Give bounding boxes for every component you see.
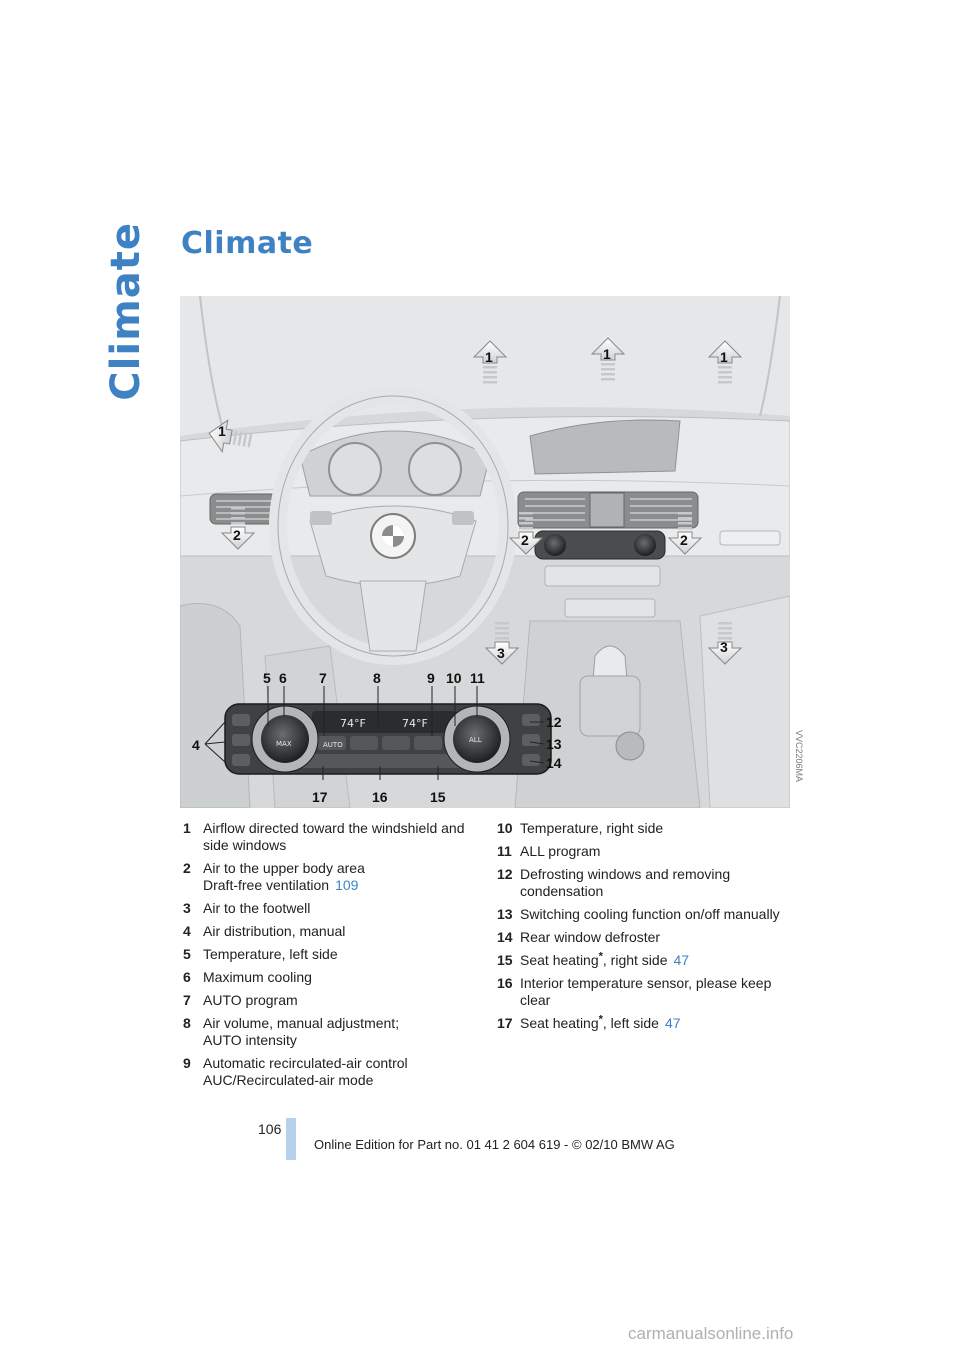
callout-3: 3 xyxy=(497,645,505,661)
side-tab-section-title: Climate xyxy=(103,222,149,401)
legend-text: Air to the footwell xyxy=(203,900,311,916)
legend-number: 6 xyxy=(183,969,191,985)
callout-10: 10 xyxy=(446,670,462,686)
legend-text: , left side xyxy=(602,1015,659,1031)
legend-text: Air to the upper body area xyxy=(203,860,365,876)
legend-text: Maximum cooling xyxy=(203,969,312,985)
callout-16: 16 xyxy=(372,789,388,805)
legend-number: 10 xyxy=(497,820,513,836)
legend-number: 8 xyxy=(183,1015,191,1031)
legend-item xyxy=(497,866,797,900)
legend-item xyxy=(183,923,483,940)
callout-14: 14 xyxy=(546,755,562,771)
callout-5: 5 xyxy=(263,670,271,686)
legend-item xyxy=(497,952,797,969)
legend-number: 16 xyxy=(497,975,513,991)
legend-item xyxy=(183,900,483,917)
legend-item xyxy=(183,946,483,963)
legend-number: 12 xyxy=(497,866,513,882)
panel-all-label: ALL xyxy=(469,736,482,744)
legend-item xyxy=(183,860,483,894)
legend-item xyxy=(497,1015,797,1032)
legend-number: 9 xyxy=(183,1055,191,1071)
legend-text: , right side xyxy=(602,952,668,968)
legend-item xyxy=(183,992,483,1009)
callout-2: 2 xyxy=(521,532,529,548)
legend-number: 15 xyxy=(497,952,513,968)
legend-text: ALL program xyxy=(520,843,601,859)
page-number: 106 xyxy=(258,1121,282,1137)
legend-item xyxy=(497,975,797,1009)
legend-text: Interior temperature sensor, please keep xyxy=(520,975,772,991)
optional-equipment-star: * xyxy=(598,1013,603,1026)
legend-text: Automatic recirculated-air control xyxy=(203,1055,408,1071)
legend-text: Seat heating xyxy=(520,952,599,968)
legend-number: 13 xyxy=(497,906,513,922)
callout-1: 1 xyxy=(603,346,611,362)
legend-number: 7 xyxy=(183,992,191,1008)
legend-text: Seat heating xyxy=(520,1015,599,1031)
callout-11: 11 xyxy=(470,670,485,686)
legend-number: 1 xyxy=(183,820,191,836)
callout-1: 1 xyxy=(485,349,493,365)
optional-equipment-star: * xyxy=(598,950,603,963)
legend-text: condensation xyxy=(520,883,604,899)
callout-2: 2 xyxy=(680,532,688,548)
legend-text: AUC/Recirculated-air mode xyxy=(203,1072,374,1088)
callout-9: 9 xyxy=(427,670,435,686)
legend-item xyxy=(183,969,483,986)
legend-text: Defrosting windows and removing xyxy=(520,866,731,882)
legend-text: Rear window defroster xyxy=(520,929,661,945)
panel-max-label: MAX xyxy=(276,740,292,748)
legend-text: side windows xyxy=(203,837,287,853)
legend-text: Air volume, manual adjustment; xyxy=(203,1015,400,1031)
legend-right-column xyxy=(497,820,797,1038)
footer-accent-bar xyxy=(286,1118,296,1160)
callout-13: 13 xyxy=(546,736,562,752)
legend-item xyxy=(183,820,483,854)
legend-text: AUTO intensity xyxy=(203,1032,297,1048)
legend-text: clear xyxy=(520,992,551,1008)
callout-15: 15 xyxy=(430,789,446,805)
climate-controls-illustration xyxy=(180,296,790,808)
page-ref-link[interactable]: 47 xyxy=(664,1015,681,1031)
legend-number: 3 xyxy=(183,900,191,916)
panel-left-temp: 74°F xyxy=(340,717,366,730)
callout-17: 17 xyxy=(312,789,328,805)
legend-number: 4 xyxy=(183,923,191,939)
callout-1: 1 xyxy=(218,423,226,439)
legend-text: Switching cooling function on/off manually xyxy=(520,906,780,922)
page-title: Climate xyxy=(181,226,314,261)
page-ref-link[interactable]: 109 xyxy=(335,877,359,893)
site-watermark: carmanualsonline.info xyxy=(628,1324,794,1343)
callout-7: 7 xyxy=(319,670,327,686)
legend-item xyxy=(183,1015,483,1049)
legend-text: Air distribution, manual xyxy=(203,923,346,939)
callout-3: 3 xyxy=(720,639,728,655)
legend-text: AUTO program xyxy=(203,992,298,1008)
legend-text: Temperature, right side xyxy=(520,820,664,836)
callout-8: 8 xyxy=(373,670,381,686)
legend-item xyxy=(183,1055,483,1089)
panel-auto-label: AUTO xyxy=(323,741,343,749)
panel-right-temp: 74°F xyxy=(402,717,428,730)
legend-text: Temperature, left side xyxy=(203,946,338,962)
figure-code: VVC2206MA xyxy=(794,730,804,783)
page-ref-link[interactable]: 47 xyxy=(673,952,690,968)
legend-item xyxy=(497,929,797,946)
callout-2: 2 xyxy=(233,527,241,543)
callout-1: 1 xyxy=(720,349,728,365)
legend-number: 5 xyxy=(183,946,191,962)
legend-number: 17 xyxy=(497,1015,513,1031)
callout-4: 4 xyxy=(192,737,200,753)
legend-number: 11 xyxy=(497,843,512,859)
legend-item xyxy=(497,843,797,860)
callout-12: 12 xyxy=(546,714,562,730)
legend-number: 2 xyxy=(183,860,191,876)
legend-left-column xyxy=(183,820,483,1095)
legend-text: Draft-free ventilation xyxy=(203,877,330,893)
legend-item xyxy=(497,820,797,837)
footer-edition-note: Online Edition for Part no. 01 41 2 604 619 - © 02/10 BMW AG xyxy=(314,1137,675,1152)
legend-number: 14 xyxy=(497,929,513,945)
callout-6: 6 xyxy=(279,670,287,686)
legend-text: Airflow directed toward the windshield and xyxy=(203,820,465,836)
legend-item xyxy=(497,906,797,923)
